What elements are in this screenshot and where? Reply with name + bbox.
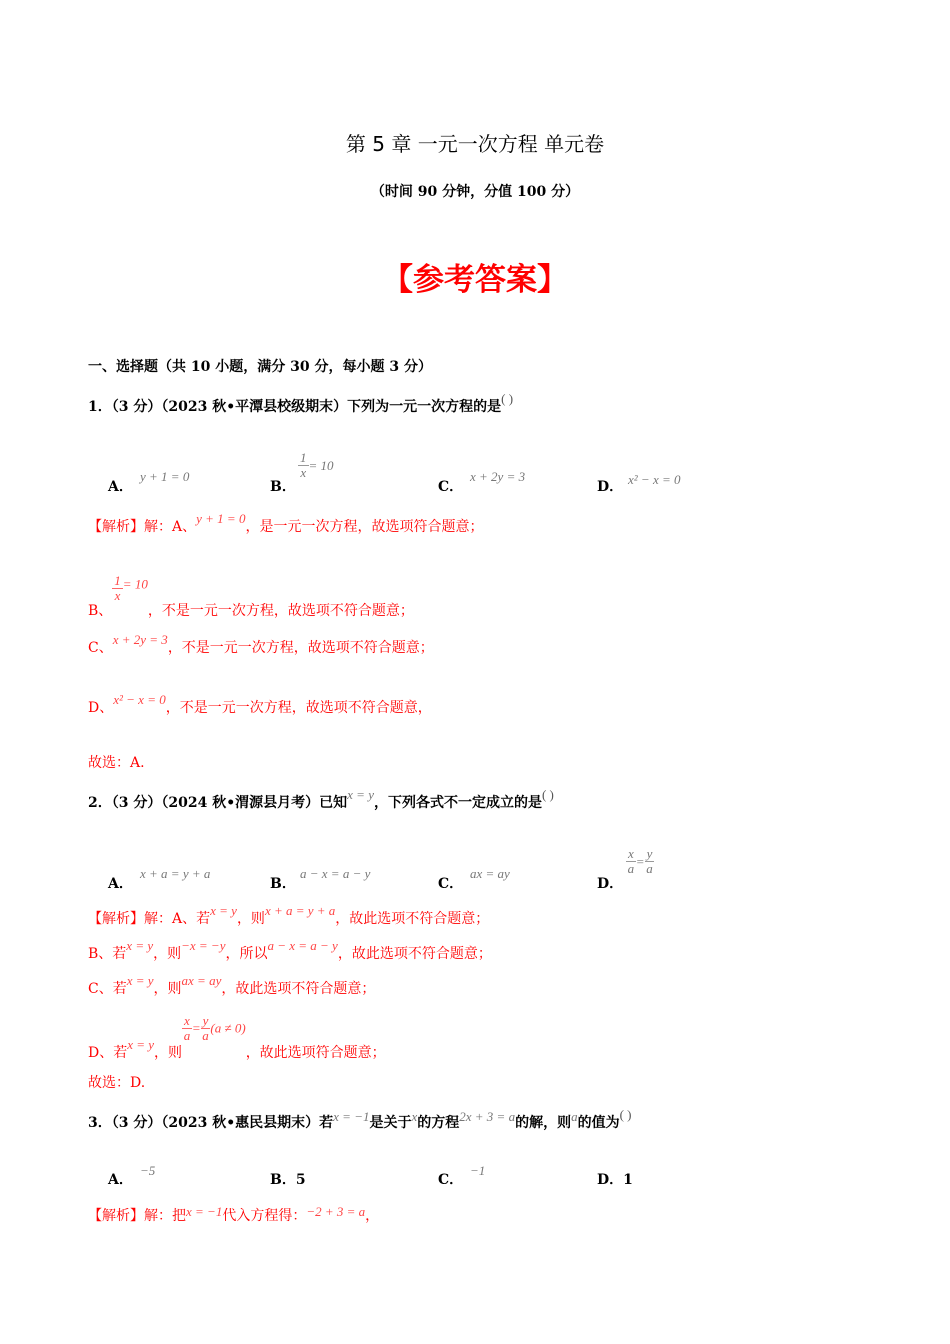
q2-option-c-label: C． [438,876,464,892]
q2-stem: 2．（3 分）（2024 秋•渭源县月考）已知x = y，下列各式不一定成立的是( ) [88,787,554,811]
q1-analysis-c: C、x + 2y = 3，不是一元一次方程，故选项不符合题意； [88,632,434,656]
q2-option-a-label: A． [108,876,133,892]
q1-option-d-label: D． [597,479,624,495]
q3-analysis: 【解析】解：把x = −1代入方程得：−2 + 3 = a， [88,1204,380,1224]
q2-option-c-math: ax = ay [470,866,510,881]
q1-option-a-label: A． [108,479,133,495]
q2-analysis-b: B、若x = y，则−x = −y，所以a − x = a − y，故此选项不符合题意； [88,938,492,962]
q2-option-d-math: $\frac{x}{a}$ = $\frac{y}{a}$ [627,846,653,876]
q1-paren: ( ) [501,391,514,406]
q1-analysis-b-frac: $\frac{1}{x}$ [114,573,121,603]
q1-conclusion: 故选：A. [88,755,145,771]
q2-analysis-d: D、若x = y，则 $\frac{x}{a}$ = $\frac{y}{a}$ (a ≠ 0)，故此选项符合题意； [88,1013,386,1061]
q1-option-d-math: x² − x = 0 [628,472,681,487]
q2-option-d-label: D． [597,876,624,892]
page-title: 第 5 章 一元一次方程 单元卷 [345,132,605,156]
q2-option-b-label: B． [270,876,296,892]
q3-option-c-math: −1 [470,1163,486,1178]
q3-option-b: B．5 [270,1172,306,1188]
q1-analysis-d: D、x² − x = 0，不是一元一次方程，故选项不符合题意， [88,692,432,716]
q3-option-a-math: −5 [140,1163,156,1178]
section-heading: 一、选择题（共 10 小题，满分 30 分，每小题 3 分） [88,359,432,375]
q2-conclusion: 故选：D. [88,1075,146,1091]
q3-option-a-label: A． [108,1172,133,1188]
answer-heading: 【参考答案】 [382,262,568,298]
page-subtitle: （时间 90 分钟，分值 100 分） [370,184,580,200]
q1-analysis-b: B、 $\frac{1}{x}$ = 10，不是一元一次方程，故选项不符合题意； [88,573,414,619]
q1-analysis-a: 【解析】解：A、y + 1 = 0，是一元一次方程，故选项符合题意； [88,511,484,535]
q2-analysis-c: C、若x = y，则ax = ay，故此选项不符合题意； [88,973,376,997]
q3-option-d: D．1 [597,1172,633,1188]
q2-option-b-math: a − x = a − y [300,866,371,881]
q1-stem [88,391,514,416]
q2-paren: ( ) [541,787,554,802]
q1-option-a-math: y + 1 = 0 [140,469,190,484]
q1-option-b-label: B． [270,479,296,495]
q1-option-c-label: C． [438,479,464,495]
q3-stem: 3．（3 分）（2023 秋•惠民县期末）若x = −1是关于x的方程2x + 3 = a的解，则a的值为( ) [88,1107,632,1131]
q3-option-c-label: C． [438,1172,464,1188]
q3-paren: ( ) [619,1107,632,1122]
q2-option-a-math: x + a = y + a [140,866,211,881]
q1-option-c-math: x + 2y = 3 [470,469,526,484]
q1-option-b-math: $\frac{1}{x}$ = 10 [300,450,334,480]
q1-option-b-frac: $\frac{1}{x}$ [300,450,307,480]
q2-analysis-a: 【解析】解：A、若x = y，则x + a = y + a，故此选项不符合题意； [88,903,490,927]
q1-stem-text: 1．（3 分）（2023 秋•平潭县校级期末）下列为一元一次方程的是 [88,399,502,415]
